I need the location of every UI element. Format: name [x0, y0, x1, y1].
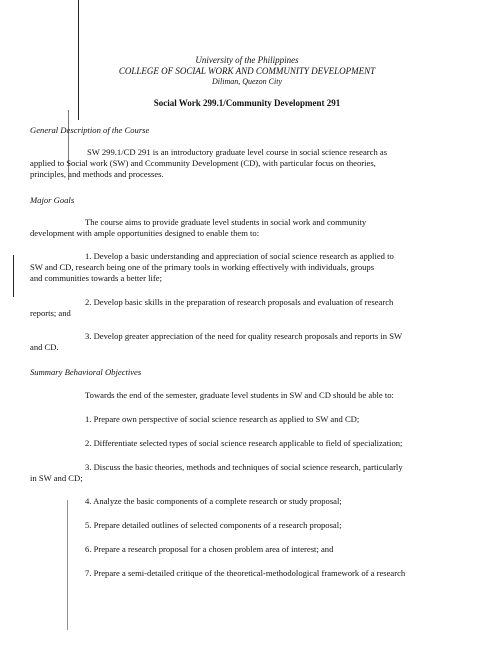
objective-item-line: in SW and CD;: [30, 473, 83, 483]
goal-item-line: 1. Develop a basic understanding and appreciation of social science research as applied to: [85, 251, 394, 261]
objective-item-line: 6. Prepare a research proposal for a chosen problem area of interest; and: [85, 544, 334, 554]
scan-margin-line: [67, 500, 68, 630]
objective-item-line: 7. Prepare a semi-detailed critique of the theoretical-methodological framework of a research: [85, 568, 406, 578]
goal-item-line: 2. Develop basic skills in the preparation of research proposals and evaluation of research: [85, 297, 394, 307]
goals-intro-line: development with ample opportunities designed to enable them to:: [30, 228, 260, 238]
university-name: University of the Philippines: [195, 55, 299, 65]
objectives-intro: Towards the end of the semester, graduate level students in SW and CD should be able to:: [85, 390, 394, 400]
goal-item-line: and CD.: [30, 342, 59, 352]
description-line: applied to Social work (SW) and Ccommunity Development (CD), with particular focus on theories,: [30, 158, 376, 168]
description-line: principles, and methods and processes.: [30, 169, 164, 179]
location: Diliman, Quezon City: [212, 77, 282, 86]
objectives-heading: Summary Behavioral Objectives: [30, 367, 142, 377]
objective-item-line: 1. Prepare own perspective of social science research as applied to SW and CD;: [85, 414, 360, 424]
description-heading: General Description of the Course: [30, 125, 150, 135]
goal-item-line: reports; and: [30, 308, 71, 318]
goal-item-line: and communities towards a better life;: [30, 273, 162, 283]
objective-item-line: 2. Differentiate selected types of social science research applicable to field of specialization;: [85, 438, 403, 448]
objective-item-line: 3. Discuss the basic theories, methods and techniques of social science research, particularly: [85, 462, 403, 472]
scan-margin-line: [13, 255, 14, 297]
college-name: COLLEGE OF SOCIAL WORK AND COMMUNITY DEVELOPMENT: [118, 66, 376, 76]
description-line: SW 299.1/CD 291 is an introductory graduate level course in social science research as: [87, 147, 388, 157]
goal-item-line: SW and CD, research being one of the primary tools in working effectively with individuals, groups: [30, 262, 375, 272]
objective-item-line: 4. Analyze the basic components of a complete research or study proposal;: [85, 496, 342, 506]
goals-heading: Major Goals: [30, 195, 75, 205]
objective-item-line: 5. Prepare detailed outlines of selected components of a research proposal;: [85, 520, 342, 530]
goal-item-line: 3. Develop greater appreciation of the need for quality research proposals and reports in SW: [85, 331, 403, 341]
goals-intro-line: The course aims to provide graduate level students in social work and community: [85, 217, 367, 227]
course-title: Social Work 299.1/Community Development 291: [153, 98, 341, 108]
